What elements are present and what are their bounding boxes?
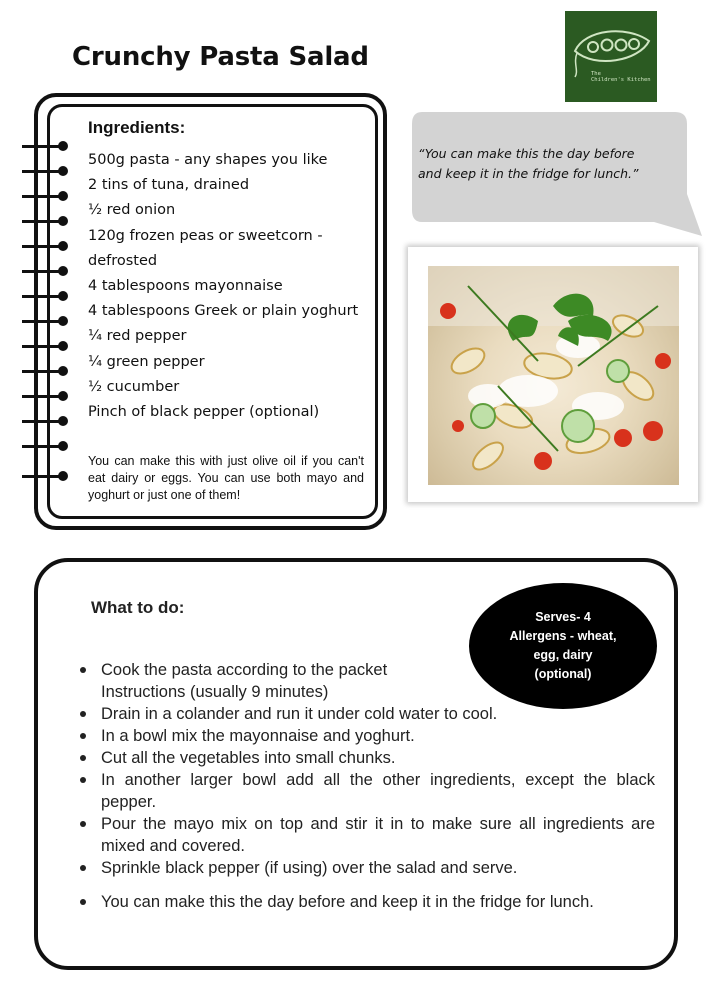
ingredient-item: 2 tins of tuna, drained	[88, 177, 250, 194]
allergens-line: egg, dairy	[533, 648, 593, 662]
spiral-ring	[22, 141, 68, 153]
pea-pod-icon	[565, 11, 657, 102]
spiral-ring	[22, 166, 68, 178]
method-step: In another larger bowl add all the other ingredients, except the black pepper.	[78, 769, 655, 813]
ingredient-item: 500g pasta - any shapes you like	[88, 152, 328, 168]
ingredients-note: You can make this with just olive oil if you can't eat dairy or eggs. You can use both mayo and yoghurt or just one of them!	[88, 454, 364, 502]
method-step	[78, 659, 655, 703]
serves-line: Serves- 4	[535, 610, 591, 624]
ingredient-item: ½ cucumber	[88, 378, 180, 395]
ingredient-item: 120g frozen peas or sweetcorn -	[88, 227, 323, 244]
spiral-ring	[22, 441, 68, 453]
method-heading: What to do:	[91, 598, 185, 617]
pasta-salad-photo	[428, 266, 679, 485]
spiral-ring	[22, 341, 68, 353]
spiral-ring	[22, 391, 68, 403]
method-step: Cut all the vegetables into small chunks.	[78, 747, 655, 769]
ingredient-item: defrosted	[88, 252, 158, 269]
method-step: Sprinkle black pepper (if using) over the salad and serve.	[78, 857, 655, 879]
ingredient-item: ¼ red pepper	[88, 328, 187, 345]
spiral-ring	[22, 416, 68, 428]
spiral-ring	[22, 316, 68, 328]
allergens-line: (optional)	[534, 667, 592, 681]
method-step-text: Cook the pasta according to the packet	[101, 661, 388, 679]
ingredient-item: 4 tablespoons mayonnaise	[88, 278, 283, 295]
page-title: Crunchy Pasta Salad	[72, 42, 369, 72]
ingredient-item: ½ red onion	[88, 202, 176, 219]
spiral-ring	[22, 366, 68, 378]
method-step: In a bowl mix the mayonnaise and yoghurt.	[78, 725, 655, 747]
ingredient-item: ¼ green pepper	[88, 353, 205, 370]
spiral-ring	[22, 191, 68, 203]
logo-text-line: The	[591, 71, 601, 77]
pasta-salad-illustration	[428, 266, 679, 485]
ingredients-heading: Ingredients:	[88, 118, 186, 137]
ingredients-list	[88, 148, 368, 425]
logo-text	[591, 71, 651, 83]
spiral-ring	[22, 471, 68, 483]
logo-text-line: Children's Kitchen	[591, 77, 651, 83]
tip-quote: “You can make this the day before and keep it in the fridge for lunch.”	[418, 146, 639, 181]
ingredient-item: 4 tablespoons Greek or plain yoghurt	[88, 303, 359, 320]
spiral-ring	[22, 241, 68, 253]
allergens-line: Allergens - wheat,	[509, 629, 617, 643]
childrens-kitchen-logo	[565, 11, 657, 102]
method-step: You can make this the day before and keep it in the fridge for lunch.	[78, 891, 655, 913]
ingredient-item: Pinch of black pepper (optional)	[88, 404, 320, 421]
spiral-ring	[22, 216, 68, 228]
spiral-ring	[22, 291, 68, 303]
method-step: Pour the mayo mix on top and stir it in to make sure all ingredients are mixed and covered.	[78, 813, 655, 857]
method-steps-list	[78, 659, 655, 913]
method-step-text: Instructions (usually 9 minutes)	[101, 683, 329, 701]
method-step: Drain in a colander and run it under cold water to cool.	[78, 703, 655, 725]
spiral-ring	[22, 266, 68, 278]
